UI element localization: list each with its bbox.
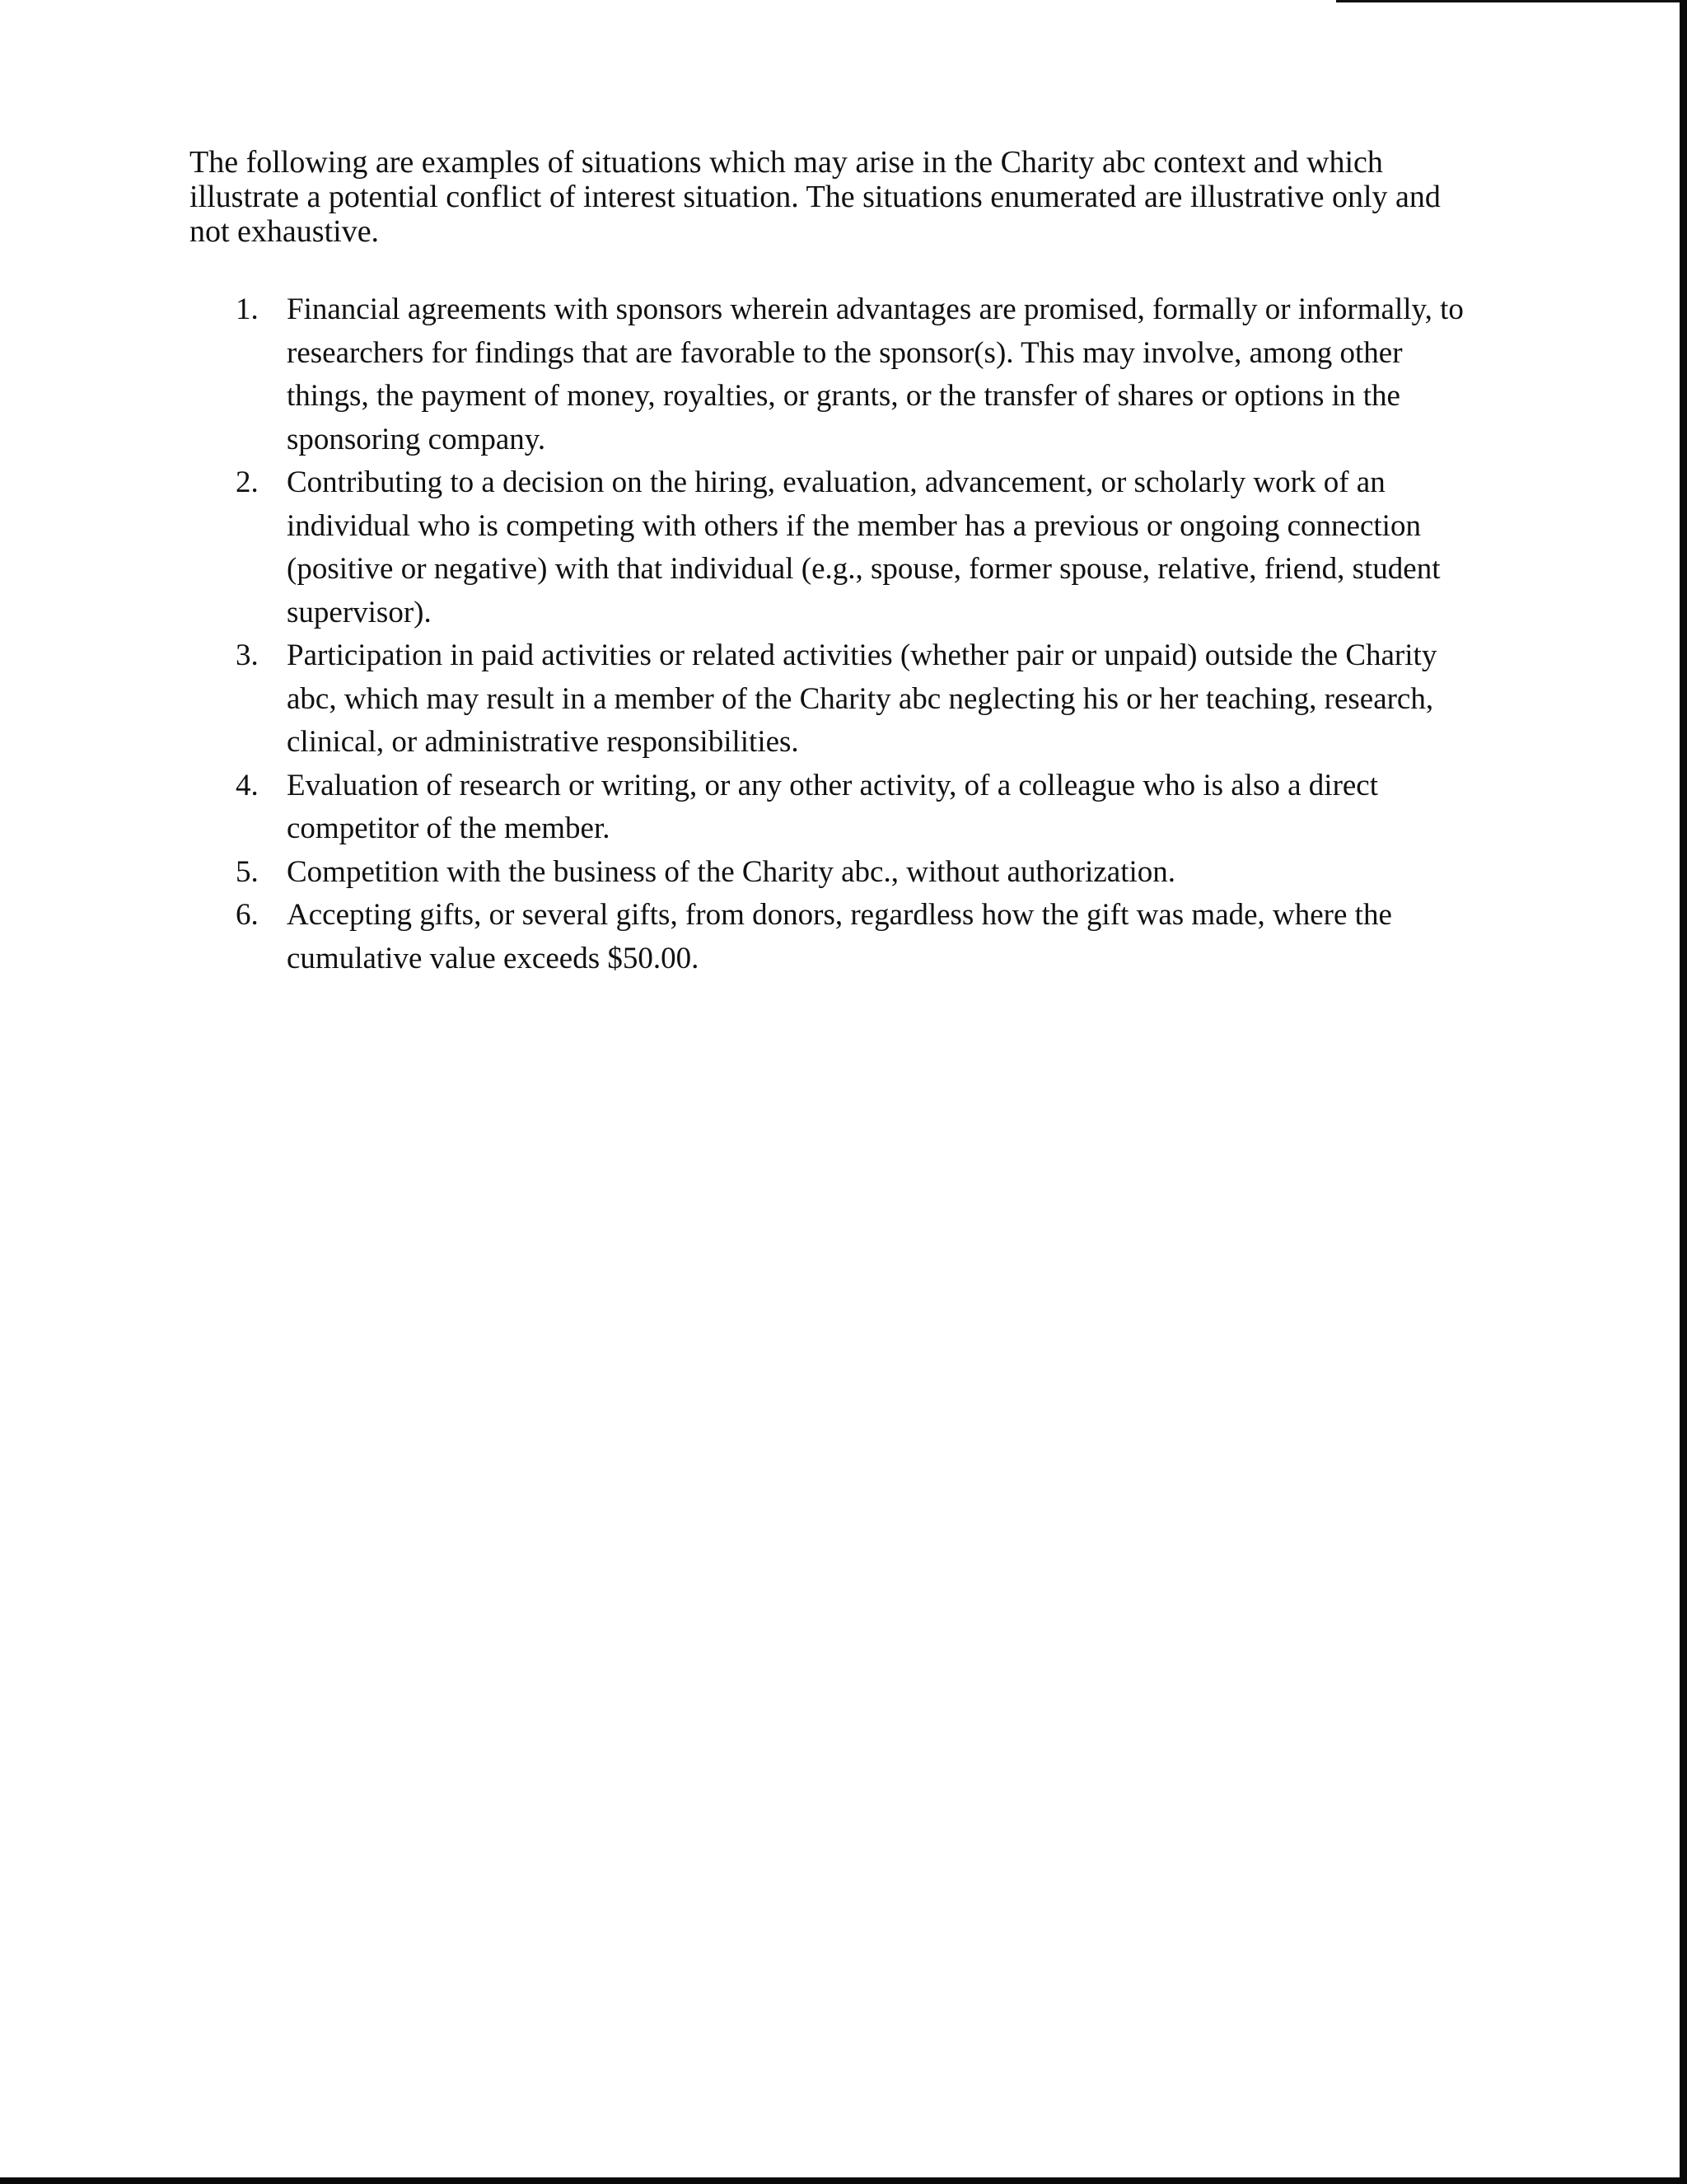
- list-item-number: 5.: [236, 854, 259, 889]
- list-item-number: 2.: [236, 465, 259, 499]
- scan-edge-top: [1336, 0, 1687, 2]
- list-item-number: 3.: [236, 638, 259, 672]
- list-item-number: 1.: [236, 292, 259, 326]
- list-item: [189, 634, 1487, 765]
- list-item: [189, 765, 1487, 851]
- list-item-text: Accepting gifts, or several gifts, from donors, regardless how the gift was made, where the cumulative value exceeds $50.00.: [287, 898, 1392, 975]
- page-content: [189, 145, 1487, 980]
- list-item: [189, 288, 1487, 461]
- scan-edge-bottom: [0, 2177, 1687, 2184]
- list-item-text: Competition with the business of the Charity abc., without authorization.: [287, 854, 1175, 889]
- list-item: [189, 461, 1487, 634]
- list-item-text: Evaluation of research or writing, or any other activity, of a colleague who is also a direct competitor of the member.: [287, 768, 1379, 845]
- scan-edge-right: [1680, 0, 1687, 2184]
- list-item-text: Contributing to a decision on the hiring, evaluation, advancement, or scholarly work of an individual who is competing with others if the member has a previous or ongoing connection (positive or negative) with that individual (e.g., spouse, former spouse, relative, friend, student supervisor).: [287, 465, 1441, 629]
- list-item: [189, 851, 1487, 895]
- list-item-text: Financial agreements with sponsors wherein advantages are promised, formally or informally, to researchers for findings that are favorable to the sponsor(s). This may involve, among other things, the payment of money, royalties, or grants, or the transfer of shares or options in the sponsoring company.: [287, 292, 1464, 456]
- list-item-text: Participation in paid activities or related activities (whether pair or unpaid) outside the Charity abc, which may result in a member of the Charity abc neglecting his or her teaching, research, clinical, or administrative responsibilities.: [287, 638, 1437, 759]
- intro-paragraph: The following are examples of situations which may arise in the Charity abc context and which illustrate a potential conflict of interest situation. The situations enumerated are illustrative only and not exhaustive.: [189, 145, 1441, 249]
- conflict-examples-list: [189, 288, 1487, 980]
- list-item: [189, 894, 1487, 980]
- list-item-number: 6.: [236, 898, 259, 932]
- list-item-number: 4.: [236, 768, 259, 802]
